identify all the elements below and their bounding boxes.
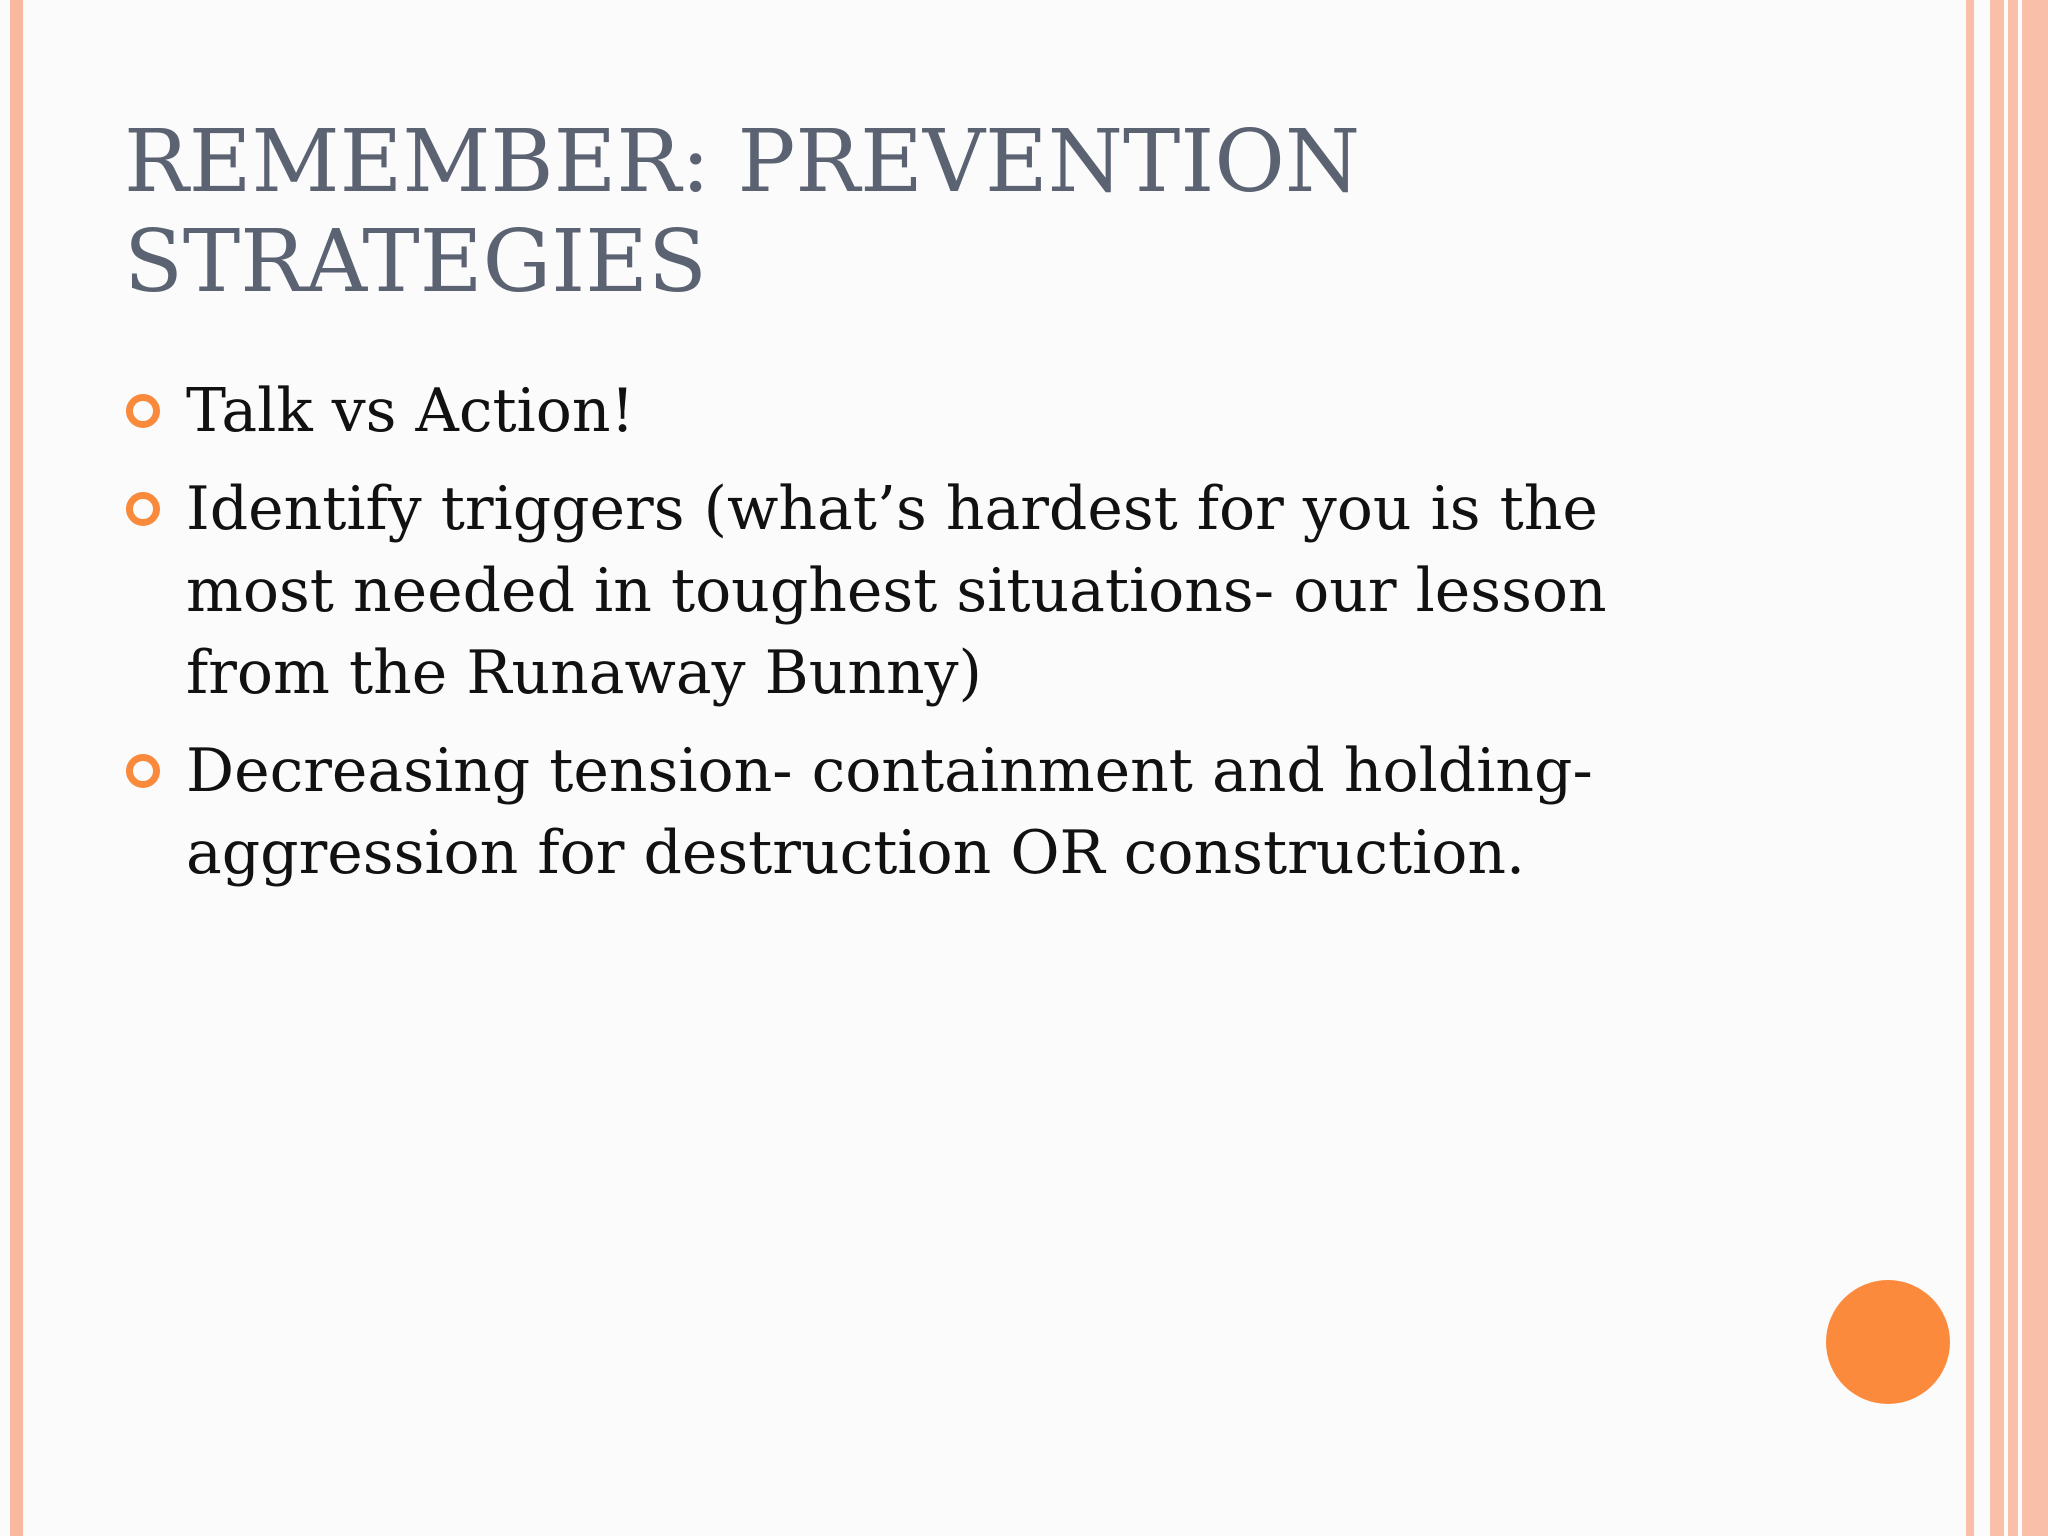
- left-decorative-stripe: [10, 0, 23, 1536]
- hollow-circle-bullet-icon: [126, 492, 160, 526]
- right-stripe: [1990, 0, 2004, 1536]
- slide-title: REMEMBER: PREVENTION STRATEGIES: [124, 112, 1361, 312]
- bullet-item: [124, 730, 1704, 894]
- bullet-text: Talk vs Action!: [186, 376, 635, 446]
- bullet-item: [124, 468, 1704, 714]
- bullet-item: [124, 370, 1704, 452]
- right-decorative-stripes: [1958, 0, 2048, 1536]
- right-stripe: [2008, 0, 2018, 1536]
- right-stripe: [1966, 0, 1974, 1536]
- hollow-circle-bullet-icon: [126, 394, 160, 428]
- bullet-text: Decreasing tension- containment and holding- aggression for destruction OR construction.: [186, 736, 1593, 888]
- right-stripe: [2022, 0, 2048, 1536]
- bullet-list: [124, 370, 1704, 910]
- bullet-text: Identify triggers (what’s hardest for you is the most needed in toughest situations- our lesson from the Runaway Bunny): [186, 474, 1607, 708]
- orange-circle-decoration: [1826, 1280, 1950, 1404]
- hollow-circle-bullet-icon: [126, 754, 160, 788]
